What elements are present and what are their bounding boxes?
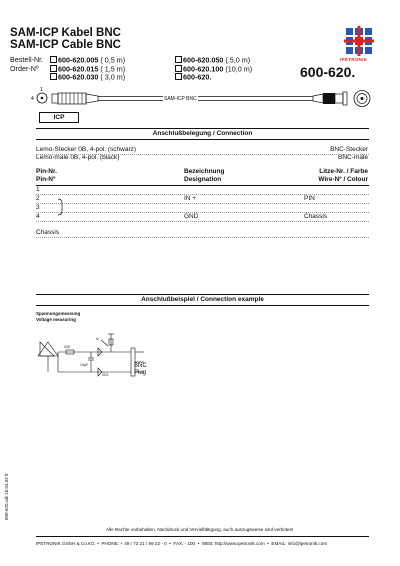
right-connector-de: BNC-Stecker [330, 146, 368, 153]
footer-phone: PHONE: + 49 / 72 21 / 99 22 - 0 [101, 541, 167, 546]
checkbox-icon [175, 65, 182, 72]
table-row: 4 GND Chassis [36, 213, 369, 222]
title-line1: SAM-ICP Kabel BNC [10, 27, 121, 39]
svg-text:10µF: 10µF [80, 363, 89, 367]
order-item: 600-620.050 ( 5,0 m) [175, 56, 250, 65]
col-desc-en: Designation [184, 176, 222, 183]
logo-text: IPETRONIK [340, 57, 368, 62]
shield-bracket-icon [58, 198, 66, 216]
bnc-label: BNC Plug [134, 363, 147, 376]
ipetronik-logo-icon [344, 26, 374, 56]
footer-web[interactable]: WEB: http://www.ipetronik.com [201, 541, 265, 546]
example-sub-en: Voltage measuring [36, 317, 76, 322]
footer-fax: FAX: - 100 [173, 541, 196, 546]
order-item: 600-620.005 ( 0,5 m) [50, 56, 125, 65]
col-desc-de: Bezeichnung [184, 168, 225, 175]
footer-line: IPETRONIK GmbH & Co.KG • PHONE: + 49 / 72 21 / 99 22 - 0 • FAX: - 100 • WEB: http://www.ipetronik.com • EMAIL: info@ipetronik.com [36, 541, 328, 546]
main-part-number: 600-620. [300, 64, 356, 80]
right-connector-en: BNC-male [338, 154, 368, 161]
circuit-diagram [36, 328, 166, 390]
col-wire-de: Litze-Nr. / Farbe [319, 168, 368, 175]
pinout-header: Anschlußbelegung / Connection [36, 128, 369, 140]
order-label-en: Order-Nº [10, 63, 39, 73]
checkbox-icon [50, 73, 57, 80]
checkbox-icon [175, 56, 182, 63]
table-row: 2 IN + PIN [36, 195, 369, 204]
checkbox-icon [175, 73, 182, 80]
footer-rights: Alle Rechte vorbehalten. Nachdruck und Vervielfältigung, auch auszugsweise sind verboten! [106, 527, 294, 532]
footer-company: IPETRONIK GmbH & Co.KG [36, 541, 95, 546]
order-item: 600-620. [175, 73, 213, 82]
svg-text:ZD2: ZD2 [102, 373, 109, 377]
example-header: Anschlußbeispiel / Connection example [36, 294, 369, 306]
cable-drawing [28, 86, 378, 116]
chassis-row: Chassis [36, 229, 369, 238]
title-line2: SAM-ICP Cable BNC [10, 39, 121, 51]
checkbox-icon [50, 65, 57, 72]
side-doc-id: 600-620.cdr 16.04.02 fr [4, 473, 9, 520]
svg-text:1: 1 [40, 87, 43, 93]
example-sub-de: Spannungsmessung [36, 311, 81, 316]
svg-text:4: 4 [31, 96, 34, 102]
table-row: 1 [36, 186, 369, 195]
order-label-de: Bestell-Nr. [10, 55, 44, 64]
table-row: 3 [36, 204, 369, 213]
order-item: 600-620.030 ( 3,0 m) [50, 73, 125, 82]
left-connector-de: Lemo-Stecker 0B, 4-pol. (schwarz) [36, 146, 137, 153]
left-connector-en: Lemo-male 0B, 4-pol. (black) [36, 154, 120, 161]
col-pin-de: Pin-Nr. [36, 168, 57, 175]
order-item: 600-620.015 ( 1,5 m) [50, 65, 125, 74]
icp-box: ICP [39, 112, 79, 123]
divider [36, 154, 369, 155]
cable-label: SAM-ICP BNC [164, 96, 197, 102]
checkbox-icon [50, 56, 57, 63]
footer-rule [36, 536, 369, 537]
col-wire-en: Wire-Nº / Colour [318, 176, 368, 183]
svg-text:Ic: Ic [96, 337, 99, 341]
svg-text:200: 200 [64, 345, 70, 349]
order-item: 600-620.100 (10,0 m) [175, 65, 252, 74]
footer-email[interactable]: EMAIL: info@ipetronik.com [271, 541, 328, 546]
col-pin-en: Pin-Nº [36, 176, 56, 183]
